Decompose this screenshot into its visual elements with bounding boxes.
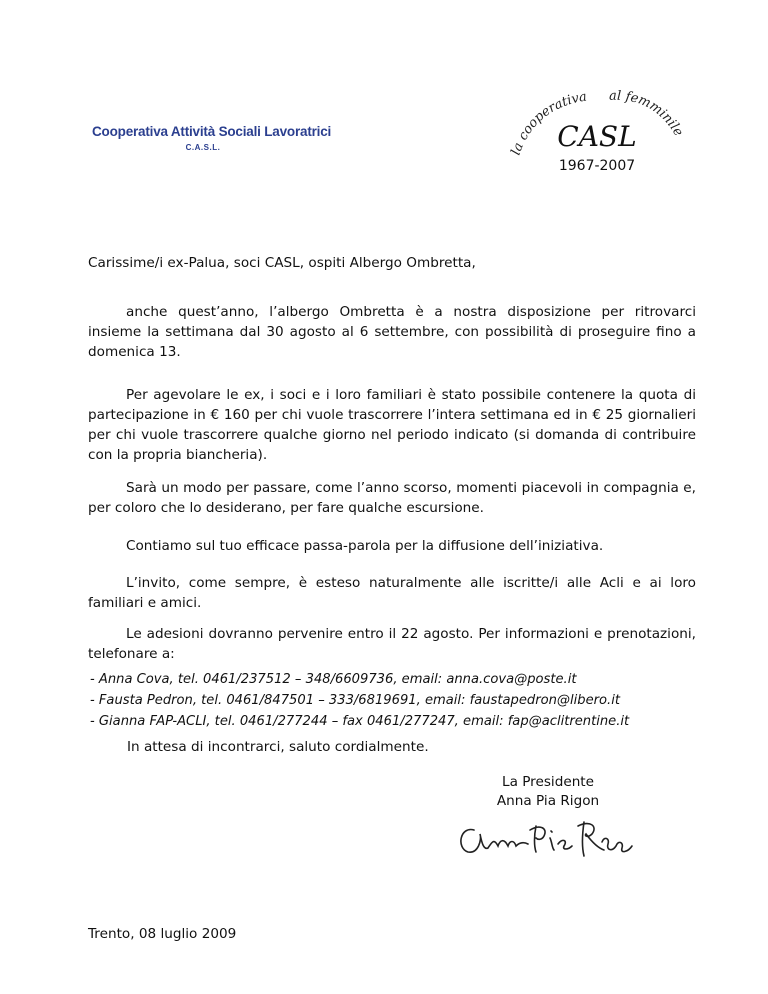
- paragraph-activities: Sarà un modo per passare, come l’anno scorso, momenti piacevoli in compagnia e, per coloro che lo desiderano, per fare qualche escursione.: [88, 480, 696, 516]
- casl-anniversary-emblem: [505, 88, 695, 183]
- handwritten-signature: [452, 812, 637, 870]
- closing-line: In attesa di incontrarci, saluto cordialmente.: [127, 739, 429, 755]
- signer-block: [478, 773, 618, 811]
- contact-anna-cova: - Anna Cova, tel. 0461/237512 – 348/6609736, email: anna.cova@poste.it: [90, 672, 577, 687]
- emblem-arc-left: la cooperativa: [508, 89, 588, 158]
- organization-logo: [92, 124, 332, 152]
- emblem-years: 1967-2007: [558, 158, 636, 174]
- paragraph-prices: Per agevolare le ex, i soci e i loro familiari è stato possibile contenere la quota di partecipazione in € 160 per chi vuole trascorrere l’intera settimana ed in € 25 giornalieri per chi vuole trascorrere qualche giorno nel periodo indicato (si domanda di contribuire con la propria biancheria).: [88, 387, 696, 463]
- organization-abbr: C.A.S.L.: [185, 143, 221, 152]
- greeting: Carissime/i ex-Palua, soci CASL, ospiti Albergo Ombretta,: [88, 255, 476, 271]
- organization-name: Cooperativa Attività Sociali Lavoratrici: [92, 124, 332, 139]
- contact-list: [90, 669, 710, 732]
- signer-role: La Presidente: [502, 774, 594, 790]
- contact-fausta-pedron: - Fausta Pedron, tel. 0461/847501 – 333/6819691, email: faustapedron@libero.it: [90, 693, 620, 708]
- paragraph-registration: Le adesioni dovranno pervenire entro il 22 agosto. Per informazioni e prenotazioni, telefonare a:: [88, 626, 696, 662]
- emblem-arc-right: al femminile: [608, 88, 686, 140]
- paragraph-dates: anche quest’anno, l’albergo Ombretta è a nostra disposizione per ritrovarci insieme la settimana dal 30 agosto al 6 settembre, con possibilità di proseguire fino a domenica 13.: [88, 304, 696, 360]
- signer-name: Anna Pia Rigon: [496, 793, 600, 809]
- paragraph-invitation: L’invito, come sempre, è esteso naturalmente alle iscritte/i alle Acli e ai loro familiari e amici.: [88, 575, 696, 611]
- paragraph-word-of-mouth: Contiamo sul tuo efficace passa-parola per la diffusione dell’iniziativa.: [126, 538, 604, 554]
- contact-gianna-fap-acli: - Gianna FAP-ACLI, tel. 0461/277244 – fax 0461/277247, email: fap@aclitrentine.it: [90, 714, 630, 729]
- place-and-date: Trento, 08 luglio 2009: [88, 926, 237, 942]
- emblem-name: CASL: [557, 120, 637, 153]
